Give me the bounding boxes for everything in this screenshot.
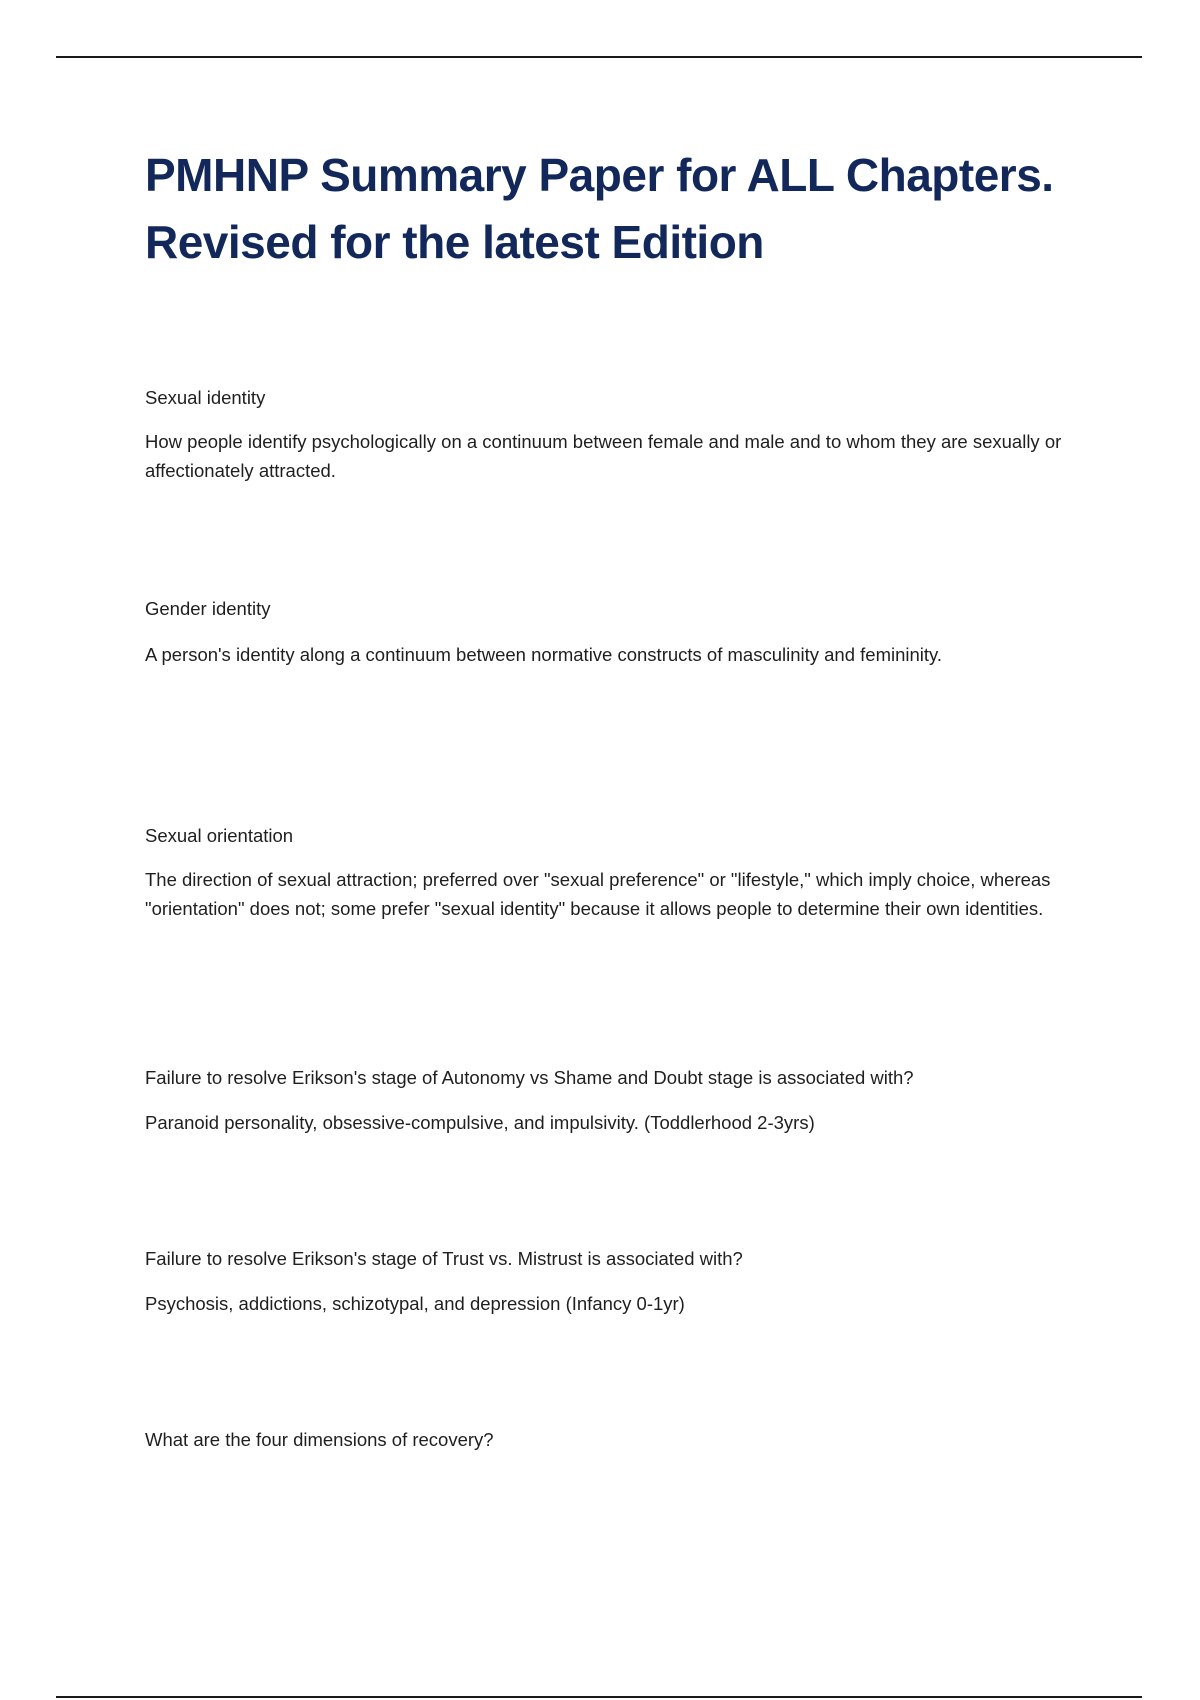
entry-term: Failure to resolve Erikson's stage of Autonomy vs Shame and Doubt stage is associated with?	[145, 1067, 914, 1088]
footer-rule	[56, 1696, 1142, 1698]
entry-definition: Psychosis, addictions, schizotypal, and depression (Infancy 0-1yr)	[145, 1293, 685, 1314]
entry-term: What are the four dimensions of recovery?	[145, 1429, 494, 1450]
entry-four-dimensions-of-recovery	[145, 1426, 1085, 1470]
document-title	[145, 142, 1105, 276]
title-line-1: PMHNP Summary Paper for ALL Chapters.	[145, 149, 1054, 201]
entry-sexual-orientation	[145, 822, 1085, 923]
entry-term: Failure to resolve Erikson's stage of Trust vs. Mistrust is associated with?	[145, 1248, 743, 1269]
entry-term: Gender identity	[145, 598, 271, 619]
entry-definition: A person's identity along a continuum between normative constructs of masculinity and femininity.	[145, 644, 943, 665]
entry-term: Sexual identity	[145, 387, 266, 408]
entry-gender-identity	[145, 595, 1085, 669]
entry-trust-vs-mistrust	[145, 1245, 1085, 1318]
entry-sexual-identity	[145, 384, 1085, 485]
entry-autonomy-vs-shame	[145, 1064, 1085, 1137]
title-line-2: Revised for the latest Edition	[145, 216, 764, 268]
entry-definition: How people identify psychologically on a continuum between female and male and to whom they are sexually or affectionately attracted.	[145, 431, 1062, 481]
header-rule	[56, 56, 1142, 58]
entry-definition: Paranoid personality, obsessive-compulsive, and impulsivity. (Toddlerhood 2-3yrs)	[145, 1112, 815, 1133]
entry-definition: The direction of sexual attraction; preferred over "sexual preference" or "lifestyle," which imply choice, whereas "orientation" does not; some prefer "sexual identity" because it allows people to determine their own identities.	[145, 869, 1051, 919]
entry-term: Sexual orientation	[145, 825, 294, 846]
